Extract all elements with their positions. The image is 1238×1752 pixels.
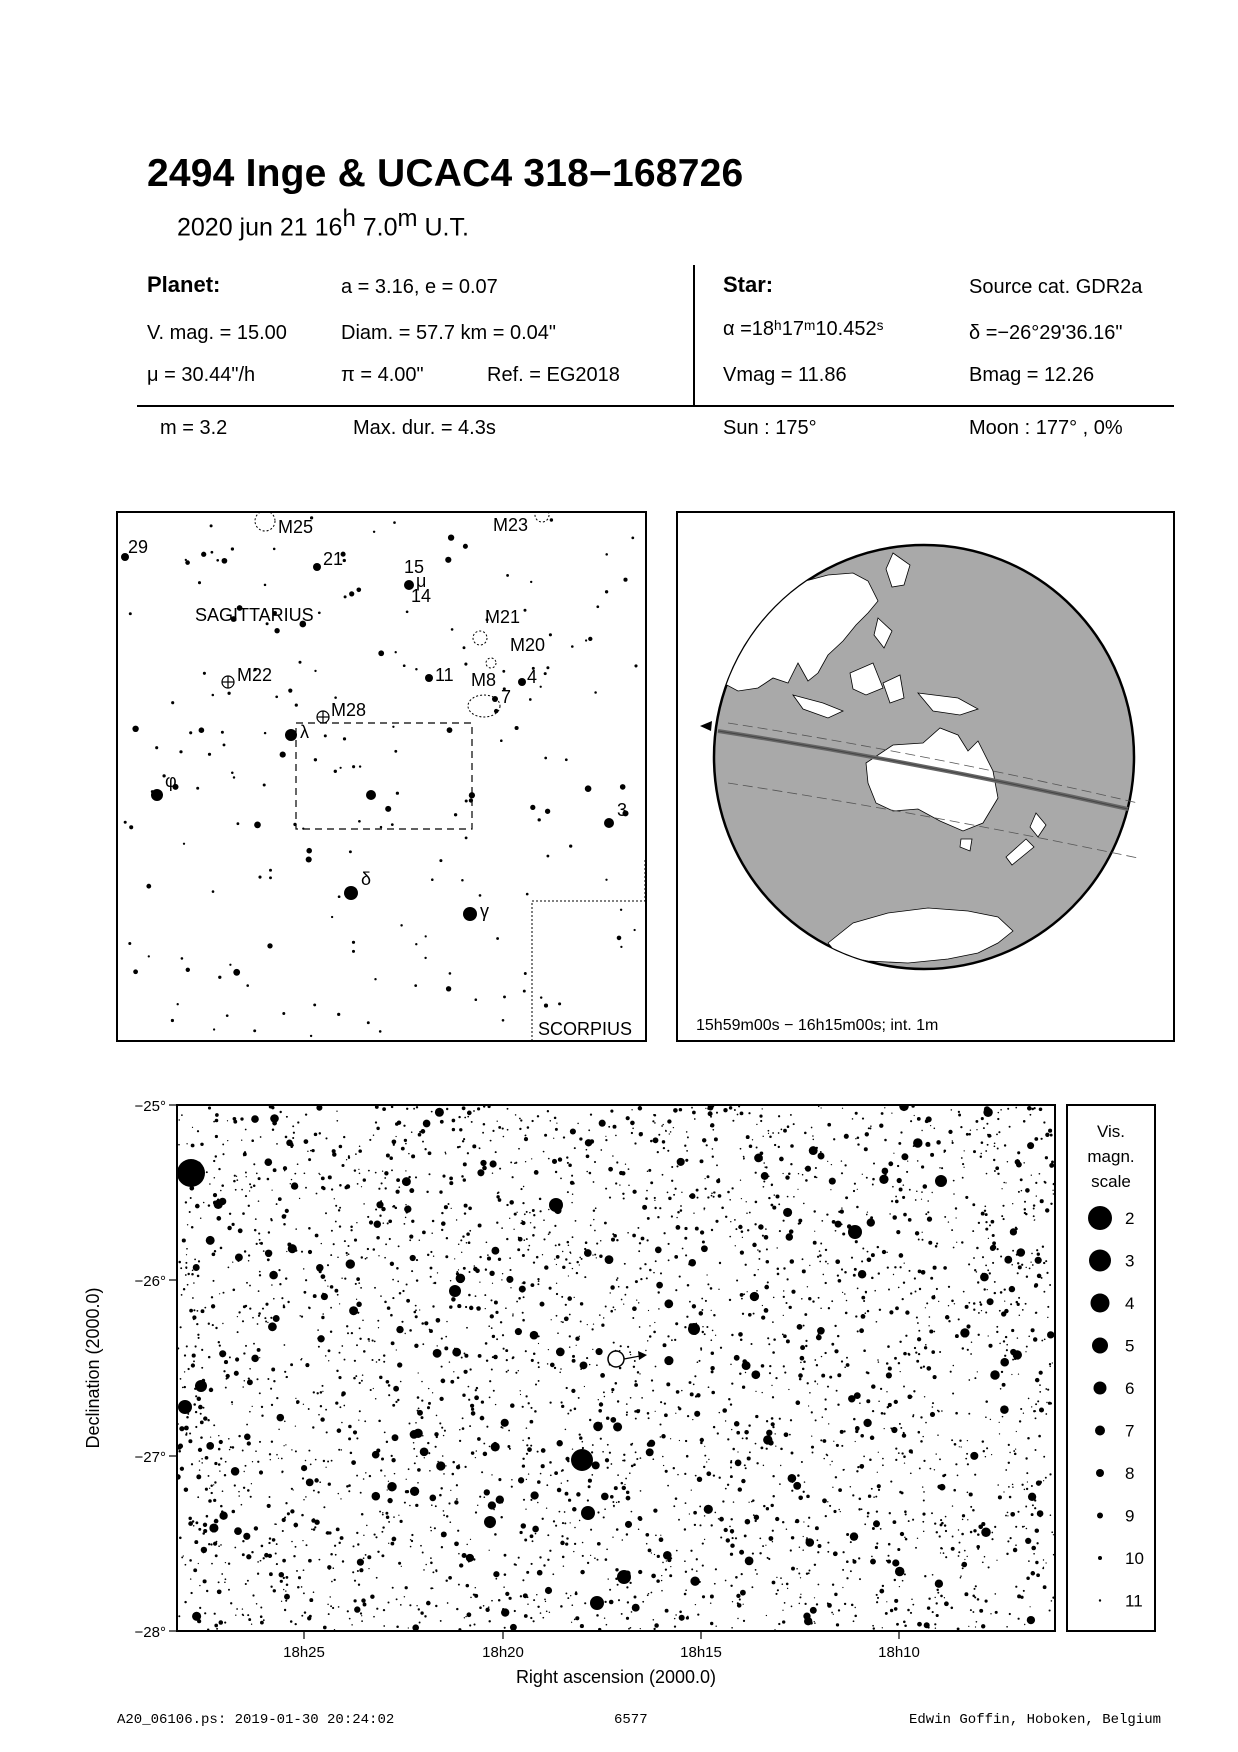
table-divider-horizontal	[137, 405, 1174, 407]
x-axis-label: Right ascension (2000.0)	[515, 1667, 717, 1687]
bright-star	[590, 1596, 604, 1610]
planet-motion: μ = 30.44"/h	[147, 364, 256, 386]
bright-star	[549, 1198, 563, 1212]
footer-file-info: A20_06106.ps: 2019-01-30 20:24:02	[117, 1712, 395, 1728]
star-right-ascension: α =18ʰ17ᵐ10.452ˢ	[723, 318, 884, 340]
cluster-m21-symbol	[473, 631, 487, 645]
label-phi: φ	[165, 771, 177, 791]
label-m8: M8	[471, 670, 497, 690]
label-3: 3	[617, 800, 628, 820]
legend-magnitude-label: 7	[1125, 1421, 1135, 1441]
globe-svg	[678, 513, 1173, 1040]
event-m: m = 3.2	[160, 417, 228, 439]
legend-symbol	[1097, 1513, 1103, 1519]
label-7: 7	[501, 687, 512, 707]
direction-arrow	[700, 721, 712, 731]
event-moon: Moon : 177° , 0%	[969, 417, 1123, 439]
bright-star	[178, 1400, 192, 1414]
y-tick-label: −25°	[134, 1098, 166, 1115]
legend-magnitude-label: 8	[1125, 1464, 1135, 1483]
label-14: 14	[411, 586, 432, 606]
legend-symbol	[1094, 1382, 1107, 1395]
label-delta: δ	[361, 869, 372, 889]
legend-symbol	[1091, 1294, 1110, 1313]
legend-symbol	[1099, 1599, 1101, 1601]
globe-caption: 15h59m00s − 16h15m00s; int. 1m	[696, 1017, 939, 1034]
legend-magnitude-label: 9	[1125, 1506, 1135, 1526]
legend-symbol	[1092, 1338, 1108, 1354]
y-tick-label: −26°	[134, 1273, 166, 1290]
label-m21: M21	[485, 607, 521, 627]
x-tick-label: 18h10	[878, 1644, 920, 1661]
label-11: 11	[435, 665, 454, 685]
label-lambda: λ	[300, 722, 309, 742]
legend-symbol	[1088, 1206, 1112, 1230]
planet-parallax: π = 4.00"	[341, 364, 424, 386]
bright-star	[848, 1225, 862, 1239]
table-divider-vertical	[693, 265, 695, 406]
chart-field-rectangle	[296, 723, 472, 829]
star-source-catalog: Source cat. GDR2a	[969, 276, 1143, 298]
legend-magnitude-label: 10	[1125, 1549, 1144, 1568]
star-3	[604, 818, 614, 828]
label-gamma: γ	[480, 901, 489, 921]
bright-star	[581, 1506, 595, 1520]
label-m25: M25	[278, 517, 314, 537]
bright-star	[449, 1285, 461, 1297]
legend-magnitude-label: 11	[1125, 1591, 1143, 1611]
constellation-boundary	[532, 860, 645, 1040]
star-21	[313, 563, 321, 571]
planet-heading: Planet:	[147, 272, 221, 297]
label-m22: M22	[237, 665, 273, 685]
star-vmag: Vmag = 11.86	[723, 364, 847, 386]
footer-page-number: 6577	[614, 1712, 648, 1728]
event-sun-elongation: Sun : 175°	[723, 417, 817, 439]
event-datetime: 2020 jun 21 16$^h$ 7.0$^m$ U.T.	[177, 205, 469, 242]
x-tick-label: 18h20	[482, 1644, 524, 1661]
globular-m22-symbol	[222, 676, 234, 688]
cluster-m25-symbol	[255, 513, 275, 531]
legend-magnitude-label: 2	[1125, 1209, 1135, 1228]
bright-star	[484, 1516, 496, 1528]
label-m28: M28	[331, 700, 367, 720]
planet-diameter: Diam. = 57.7 km = 0.04"	[341, 322, 556, 344]
legend-magnitude-label: 3	[1125, 1251, 1135, 1271]
finder-background-stars	[124, 516, 638, 1037]
star-phi	[151, 789, 163, 801]
bright-star	[177, 1159, 205, 1187]
legend-title-line: magn.	[1087, 1147, 1135, 1166]
star-gamma	[463, 907, 477, 921]
legend-title-line: scale	[1091, 1172, 1131, 1191]
planet-orbit: a = 3.16, e = 0.07	[341, 276, 498, 298]
label-21: 21	[323, 549, 344, 569]
label-29: 29	[128, 537, 149, 557]
legend-magnitude-label: 6	[1125, 1379, 1135, 1398]
legend-magnitude-label: 4	[1125, 1294, 1135, 1313]
target-star-marker	[608, 1351, 624, 1367]
legend-symbol	[1095, 1426, 1105, 1436]
y-axis-label: Declination (2000.0)	[83, 1287, 103, 1449]
planet-reference: Ref. = EG2018	[487, 364, 620, 386]
star-4	[518, 678, 526, 686]
star-7	[492, 696, 498, 702]
label-m23: M23	[493, 515, 529, 535]
bright-star	[571, 1449, 593, 1471]
y-tick-label: −28°	[134, 1624, 166, 1641]
star-heading: Star:	[723, 272, 774, 297]
x-tick-label: 18h25	[283, 1644, 325, 1661]
star-chart-svg	[0, 1080, 1238, 1720]
label-mu: μ	[416, 571, 427, 591]
legend-symbol	[1098, 1556, 1102, 1560]
legend-magnitude-label: 5	[1125, 1336, 1135, 1356]
event-max-duration: Max. dur. = 4.3s	[353, 417, 496, 439]
legend-symbol	[1089, 1250, 1111, 1272]
label-m20: M20	[510, 635, 546, 655]
label-15: 15	[404, 557, 425, 577]
globe-panel	[676, 511, 1175, 1042]
star-lambda	[285, 729, 297, 741]
footer-author: Edwin Goffin, Hoboken, Belgium	[909, 1712, 1162, 1728]
cluster-m23-symbol	[535, 513, 549, 522]
nebula-m20-symbol	[486, 658, 496, 668]
legend-title-line: Vis.	[1096, 1122, 1126, 1141]
label-4: 4	[527, 667, 538, 687]
star-delta	[344, 886, 358, 900]
y-tick-label: −27°	[134, 1449, 166, 1466]
finder-chart	[116, 511, 647, 1042]
star-field	[366, 790, 376, 800]
finder-chart-svg	[118, 513, 645, 1040]
planet-vmag: V. mag. = 15.00	[147, 322, 287, 344]
bright-star	[617, 1570, 631, 1584]
bright-star	[688, 1323, 700, 1335]
label-scorpius: SCORPIUS	[538, 1019, 633, 1039]
legend-symbol	[1096, 1469, 1104, 1477]
star-11	[425, 674, 433, 682]
bright-star	[935, 1175, 947, 1187]
star-bmag: Bmag = 12.26	[969, 364, 1095, 386]
bright-star	[195, 1380, 207, 1392]
label-sagittarius: SAGITTARIUS	[195, 605, 314, 625]
globular-m28-symbol	[317, 711, 329, 723]
x-tick-label: 18h15	[680, 1644, 722, 1661]
page-title: 2494 Inge & UCAC4 318−168726	[147, 152, 744, 195]
star-declination: δ =−26°29'36.16"	[969, 322, 1123, 344]
